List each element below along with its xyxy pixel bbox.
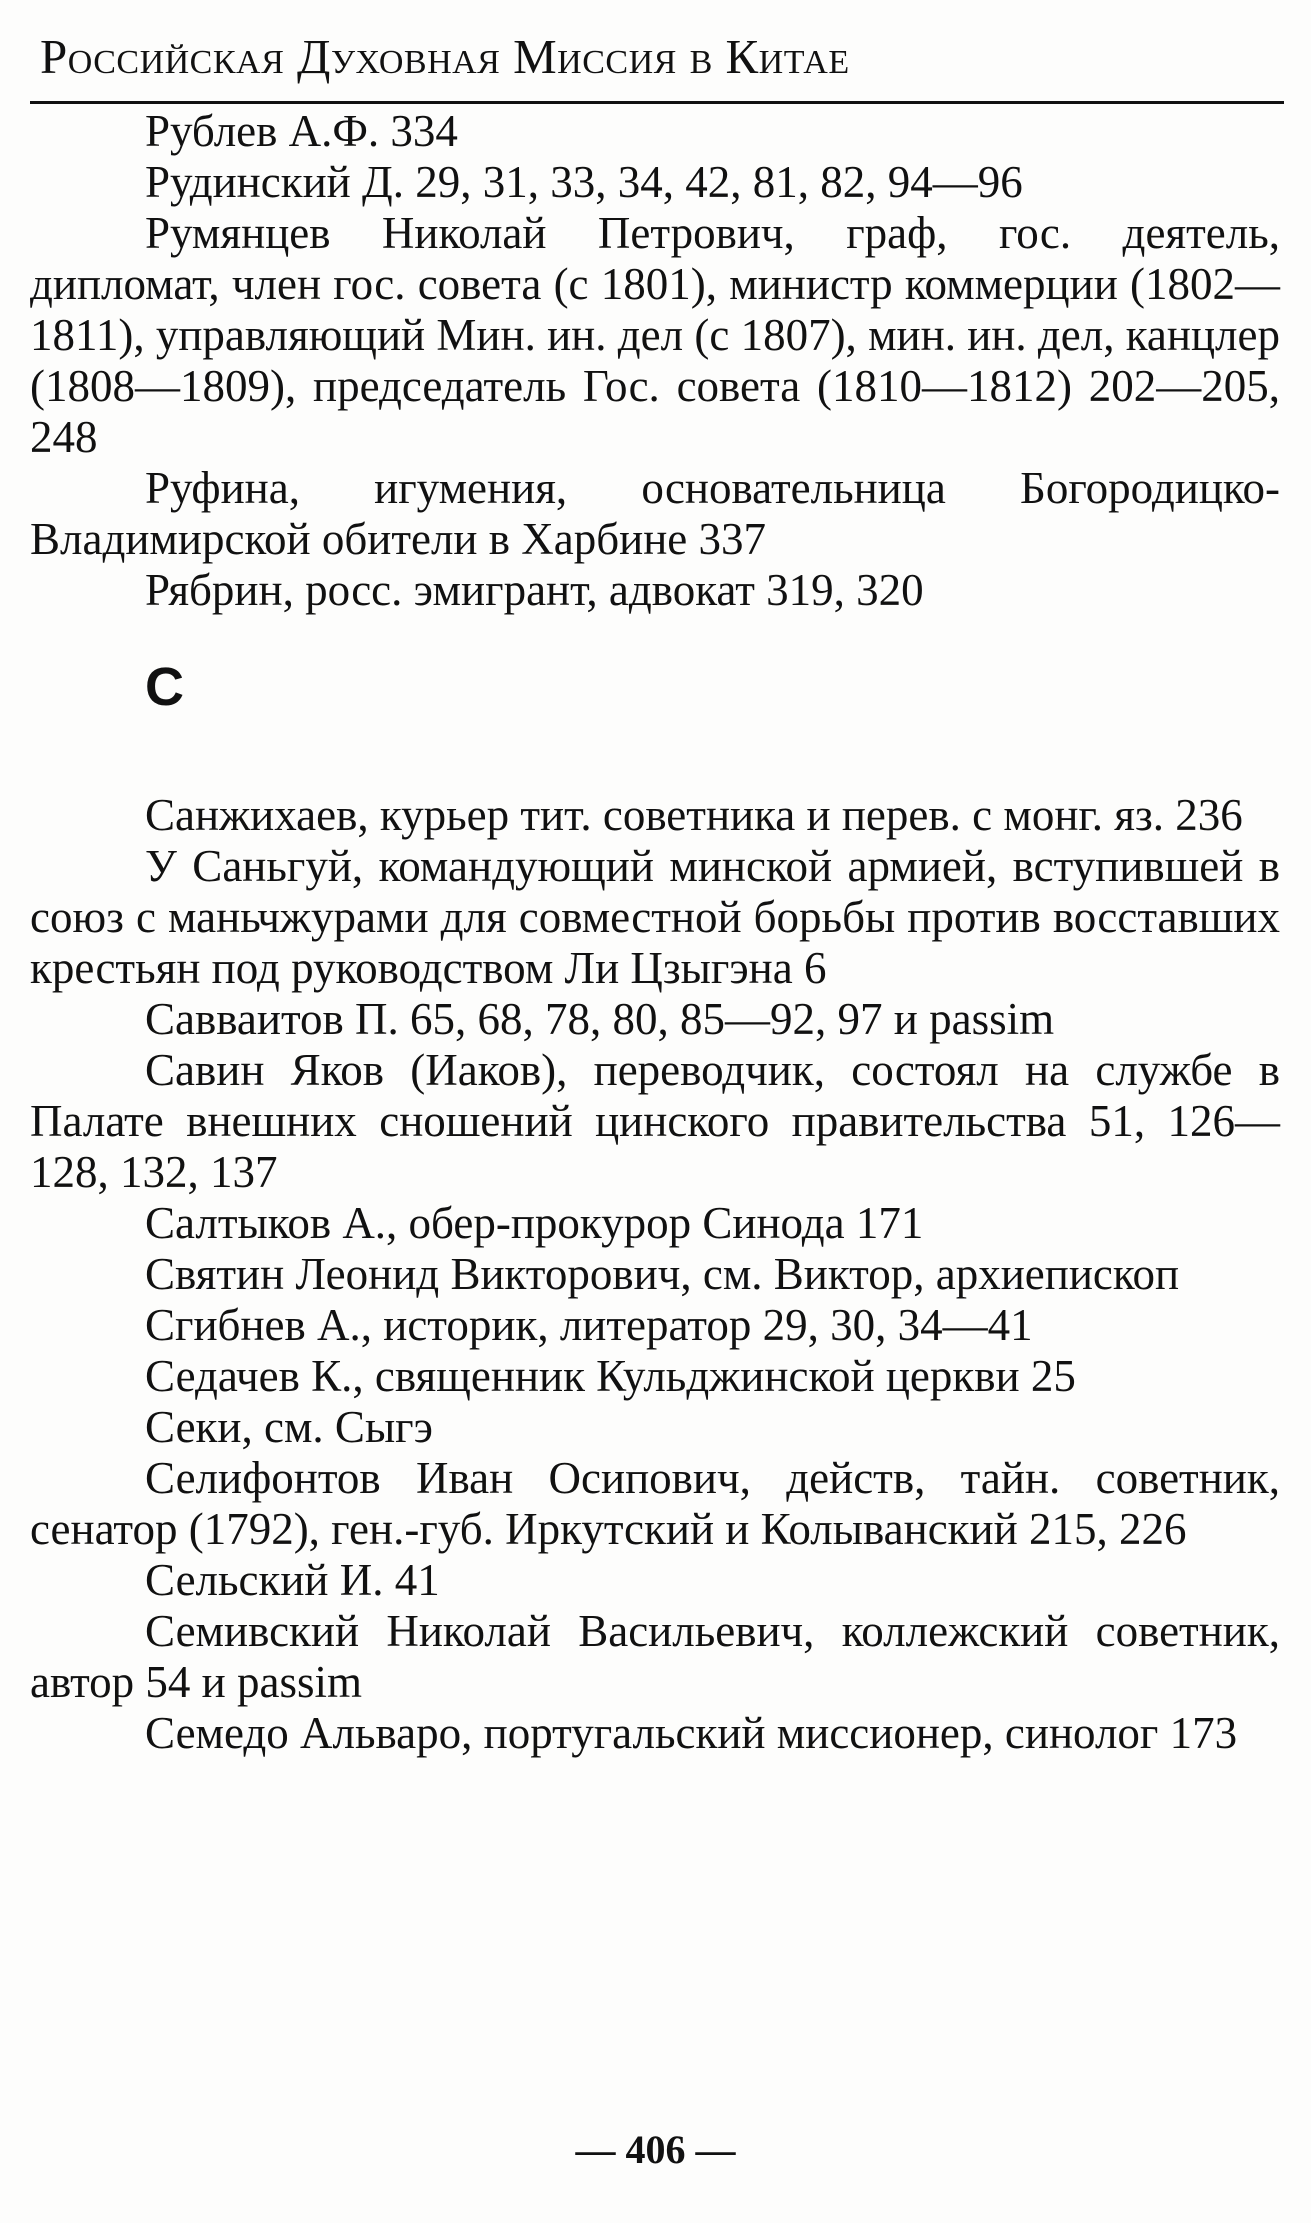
index-entry: Селифонтов Иван Осипович, действ, тайн. советник, сенатор (1792), ген.-губ. Иркутский и Колыванский 215, 226 — [30, 1453, 1280, 1554]
index-entry: Семивский Николай Васильевич, коллежский советник, автор 54 и passim — [30, 1606, 1280, 1707]
index-entry: Секи, см. Сыгэ — [145, 1402, 433, 1452]
index-entry: Салтыков А., обер-прокурор Синода 171 — [145, 1198, 924, 1248]
index-entry: Седачев К., священник Кульджинской церкви 25 — [145, 1351, 1076, 1401]
index-entry: Румянцев Николай Петрович, граф, гос. деятель, дипломат, член гос. совета (с 1801), министр коммерции (1802—1811), управляющий Мин. ин. дел (с 1807), мин. ин. дел, канцлер (1808—1809), председатель Гос. совета (1810—1812) 202—205, 248 — [30, 208, 1280, 462]
index-column — [30, 106, 1280, 1759]
index-entry: Семедо Альваро, португальский миссионер, синолог 173 — [145, 1708, 1238, 1758]
page-number: — 406 — — [575, 2127, 736, 2172]
section-letter: С — [145, 657, 184, 717]
index-entry: У Саньгуй, командующий минской армией, вступившей в союз с маньчжурами для совместной борьбы против восставших крестьян под руководством Ли Цзыгэна 6 — [30, 841, 1280, 993]
index-entry: Рублев А.Ф. 334 — [145, 106, 458, 156]
index-entry: Санжихаев, курьер тит. советника и перев. с монг. яз. 236 — [145, 790, 1243, 840]
index-entry: Савин Яков (Иаков), переводчик, состоял на службе в Палате внешних сношений цинского правительства 51, 126—128, 132, 137 — [30, 1045, 1280, 1197]
index-entry: Рябрин, росс. эмигрант, адвокат 319, 320 — [145, 565, 924, 615]
index-entry: Руфина, игумения, основательница Богородицко-Владимирской обители в Харбине 337 — [30, 463, 1280, 564]
index-entry: Сельский И. 41 — [145, 1555, 440, 1605]
index-entry: Сгибнев А., историк, литератор 29, 30, 34—41 — [145, 1300, 1033, 1350]
header-rule — [30, 101, 1284, 104]
index-entry: Святин Леонид Викторович, см. Виктор, архиепископ — [145, 1249, 1180, 1299]
index-entry: Савваитов П. 65, 68, 78, 80, 85—92, 97 и passim — [145, 994, 1055, 1044]
running-head: Российская Духовная Миссия в Китае — [40, 29, 850, 84]
index-entry: Рудинский Д. 29, 31, 33, 34, 42, 81, 82, 94—96 — [145, 157, 1023, 207]
